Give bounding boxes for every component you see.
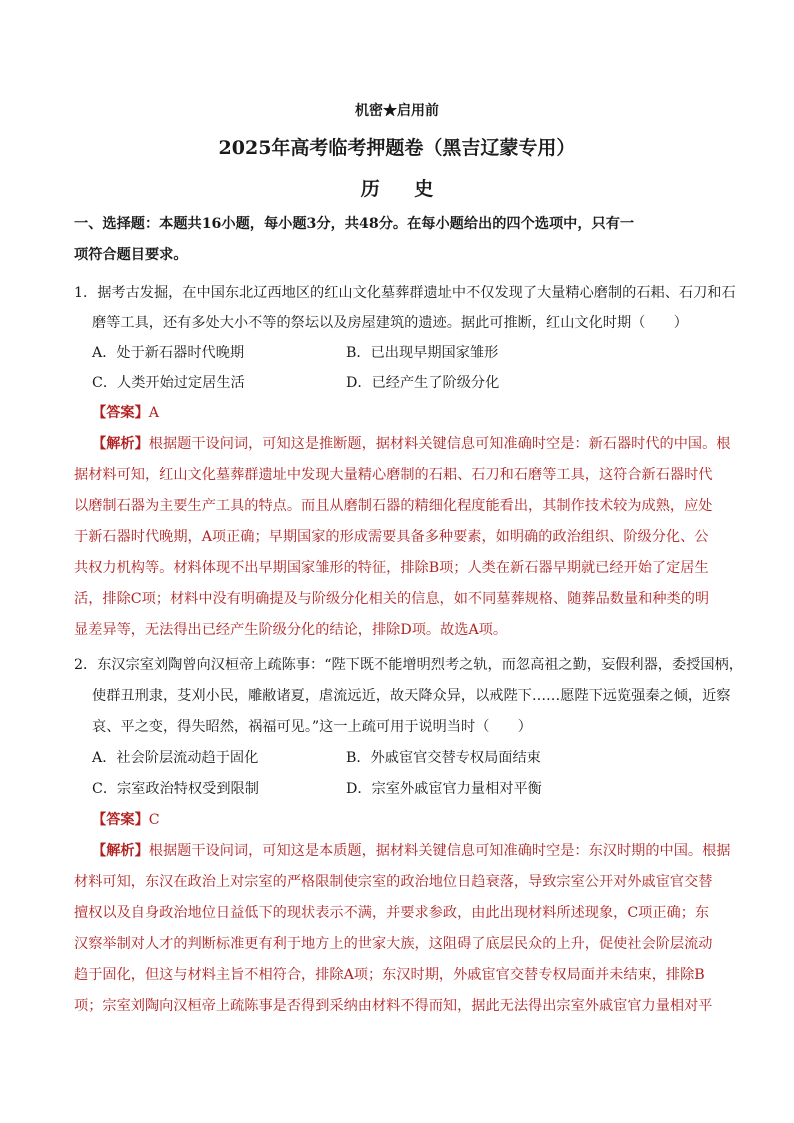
q1-analysis-line1: 【解析】根据题干设问词，可知这是推断题，据材料关键信息可知准确时空是：新石器时代的中国。根 xyxy=(92,436,731,452)
answer-tag: 【答案】 xyxy=(92,405,149,421)
q2-option-b: B．外戚宦官交替专权局面结束 xyxy=(346,750,541,766)
q1-stem-line1: 1．据考古发掘，在中国东北辽西地区的红山文化墓葬群遗址中不仅发现了大量精心磨制的石耜、石刀和石 xyxy=(74,285,736,301)
q2-analysis-line5: 趋于固化，但这与材料主旨不相符合，排除A项；东汉时期，外戚宦官交替专权局面并未结束，排除B xyxy=(74,967,705,983)
exam-title: 2025年高考临考押题卷（黑吉辽蒙专用） xyxy=(218,137,576,159)
q2-stem-line3: 哀、平之变，得失昭然，祸福可见。”这一上疏可用于说明当时（ ） xyxy=(92,719,532,735)
q1-option-c: C．人类开始过定居生活 xyxy=(92,375,245,391)
q1-analysis-line3: 以磨制石器为主要生产工具的特点。而且从磨制石器的精细化程度能看出，其制作技术较为成熟，应处 xyxy=(74,498,713,514)
answer-value: C xyxy=(148,812,160,828)
q1-option-a: A．处于新石器时代晚期 xyxy=(92,345,245,361)
q1-analysis-line5: 共权力机构等。材料体现不出早期国家雏形的特征，排除B项；人类在新石器早期就已经开始了定居生 xyxy=(74,560,709,576)
q2-analysis-line2: 材料可知，东汉在政治上对宗室的严格限制使宗室的政治地位日趋衰落，导致宗室公开对外戚宦官交替 xyxy=(74,874,713,890)
q1-analysis-line7: 显差异等，无法得出已经产生阶级分化的结论，排除D项。故选A项。 xyxy=(74,622,508,638)
q2-analysis-line3: 擅权以及自身政治地位日益低下的现状表示不满，并要求参政，由此出现材料所述现象，C项正确；东 xyxy=(74,905,710,921)
q2-analysis-line1: 【解析】根据题干设问词，可知这是本质题，据材料关键信息可知准确时空是：东汉时期的中国。根据 xyxy=(92,843,731,859)
analysis-tag: 【解析】 xyxy=(92,436,149,452)
q2-stem-line1: 2．东汉宗室刘陶曾向汉桓帝上疏陈事：“陛下既不能增明烈考之轨，而忽高祖之勤，妄假利器，委授国柄， xyxy=(74,657,743,673)
answer-value: A xyxy=(148,405,160,421)
section-instruction-line2: 项符合题目要求。 xyxy=(74,247,188,263)
analysis-tag: 【解析】 xyxy=(92,843,149,859)
q2-answer xyxy=(92,810,160,830)
q1-answer xyxy=(92,403,159,423)
section-instruction-line1: 一、选择题：本题共16小题，每小题3分，共48分。在每小题给出的四个选项中，只有一 xyxy=(74,216,635,232)
confidential-label: 机密★启用前 xyxy=(355,103,439,119)
q1-stem-line2: 磨等工具，还有多处大小不等的祭坛以及房屋建筑的遗迹。据此可推断，红山文化时期（ ） xyxy=(92,315,688,331)
q1-option-b: B．已出现早期国家雏形 xyxy=(346,345,499,361)
q2-option-d: D．宗室外戚宦官力量相对平衡 xyxy=(346,781,542,797)
subject-title: 历 史 xyxy=(360,178,448,200)
q1-analysis-line2: 据材料可知，红山文化墓葬群遗址中发现大量精心磨制的石耜、石刀和石磨等工具，这符合新石器时代 xyxy=(74,467,713,483)
answer-tag: 【答案】 xyxy=(92,812,149,828)
q1-analysis-line6: 活，排除C项；材料中没有明确提及与阶级分化相关的信息，如不同墓葬规格、随葬品数量和种类的明 xyxy=(74,591,710,607)
q2-option-c: C．宗室政治特权受到限制 xyxy=(92,781,259,797)
q2-option-a: A．社会阶层流动趋于固化 xyxy=(92,750,259,766)
q1-analysis-line4: 于新石器时代晚期，A项正确；早期国家的形成需要具备多种要素，如明确的政治组织、阶级分化、公 xyxy=(74,529,709,545)
q2-analysis-line4: 汉察举制对人才的判断标准更有利于地方上的世家大族，这阻碍了底层民众的上升，促使社会阶层流动 xyxy=(74,936,713,952)
q2-analysis-line6: 项；宗室刘陶向汉桓帝上疏陈事是否得到采纳由材料不得而知，据此无法得出宗室外戚宦官力量相对平 xyxy=(74,998,713,1014)
q1-option-d: D．已经产生了阶级分化 xyxy=(346,375,500,391)
q2-stem-line2: 使群丑刑隶，芟刈小民，雕敝诸夏，虐流远近，故天降众异，以戒陛下……愿陛下远览强秦之倾，近察 xyxy=(92,688,731,704)
